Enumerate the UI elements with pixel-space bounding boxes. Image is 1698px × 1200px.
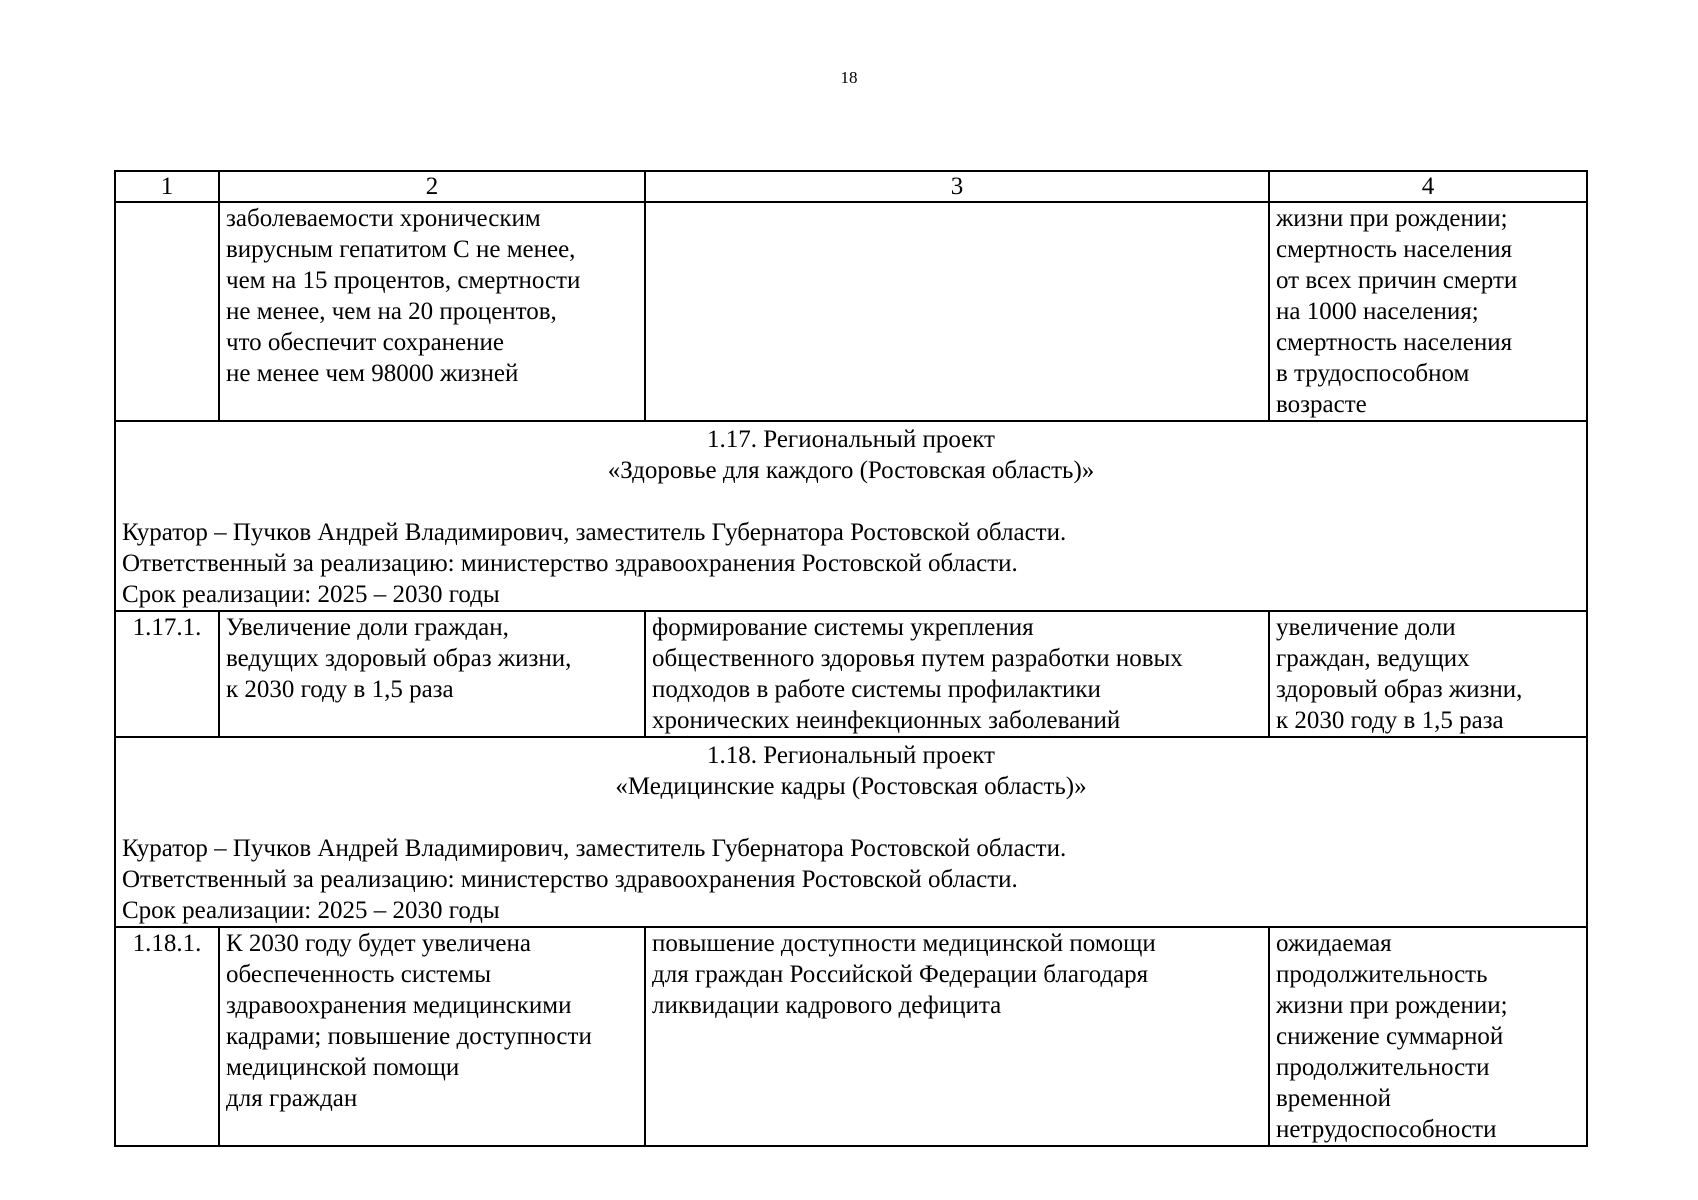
row-effect-1-18-1: повышение доступности медицинской помощи для граждан Российской Федерации благодаря ликвидации кадрового дефицита xyxy=(645,927,1269,1146)
row-indicator-1-17-1: увеличение доли граждан, ведущих здоровый образ жизни, к 2030 году в 1,5 раза xyxy=(1269,611,1587,737)
page-number: 18 xyxy=(840,68,858,87)
table-row-continued xyxy=(115,202,1587,421)
row-number-1-17-1: 1.17.1. xyxy=(115,611,219,737)
section-responsible-1-17: Ответственный за реализацию: министерство здравоохранения Ростовской области. xyxy=(122,550,1018,577)
table-row-1-17-1 xyxy=(115,611,1587,737)
header-col-1: 1 xyxy=(115,171,219,202)
row-number-1-18-1: 1.18.1. xyxy=(115,927,219,1146)
section-responsible-1-18: Ответственный за реализацию: министерство здравоохранения Ростовской области. xyxy=(122,866,1018,893)
section-curator-1-17: Куратор – Пучков Андрей Владимирович, заместитель Губернатора Ростовской области. xyxy=(122,519,1067,546)
row-task-1-18-1: К 2030 году будет увеличена обеспеченность системы здравоохранения медицинскими кадрами; повышение доступности медицинской помощи для граждан xyxy=(219,927,645,1146)
continued-task-cell: заболеваемости хроническим вирусным гепатитом С не менее, чем на 15 процентов, смертности не менее, чем на 20 процентов, что обеспечит сохранение не менее чем 98000 жизней xyxy=(219,202,645,421)
header-col-3: 3 xyxy=(645,171,1269,202)
section-cell-1-18 xyxy=(115,737,1587,927)
row-indicator-1-18-1: ожидаемая продолжительность жизни при рождении; снижение суммарной продолжительности временной нетрудоспособности xyxy=(1269,927,1587,1146)
continued-indicator-cell: жизни при рождении; смертность населения от всех причин смерти на 1000 населения; смертность населения в трудоспособном возрасте xyxy=(1269,202,1587,421)
row-effect-1-17-1: формирование системы укрепления общественного здоровья путем разработки новых подходов в работе системы профилактики хронических неинфекционных заболеваний xyxy=(645,611,1269,737)
document-table-container xyxy=(114,170,1586,1147)
table-row-1-18-1 xyxy=(115,927,1587,1146)
table-header-row xyxy=(115,171,1587,202)
section-spacer xyxy=(122,486,1580,517)
section-header-1-18 xyxy=(115,737,1587,927)
section-header-1-17 xyxy=(115,421,1587,611)
row-task-1-17-1: Увеличение доли граждан, ведущих здоровый образ жизни, к 2030 году в 1,5 раза xyxy=(219,611,645,737)
continued-num-cell xyxy=(115,202,219,421)
header-col-2: 2 xyxy=(219,171,645,202)
section-term-1-18: Срок реализации: 2025 – 2030 годы xyxy=(122,897,500,924)
section-curator-1-18: Куратор – Пучков Андрей Владимирович, заместитель Губернатора Ростовской области. xyxy=(122,835,1067,862)
section-term-1-17: Срок реализации: 2025 – 2030 годы xyxy=(122,581,500,608)
section-title-1-18: 1.18. Региональный проект «Медицинские кадры (Ростовская область)» xyxy=(615,742,1087,800)
section-spacer xyxy=(122,802,1580,833)
continued-effect-cell xyxy=(645,202,1269,421)
section-title-1-17: 1.17. Региональный проект «Здоровье для каждого (Ростовская область)» xyxy=(607,426,1095,484)
section-cell-1-17 xyxy=(115,421,1587,611)
document-table xyxy=(114,170,1588,1147)
header-col-4: 4 xyxy=(1269,171,1587,202)
